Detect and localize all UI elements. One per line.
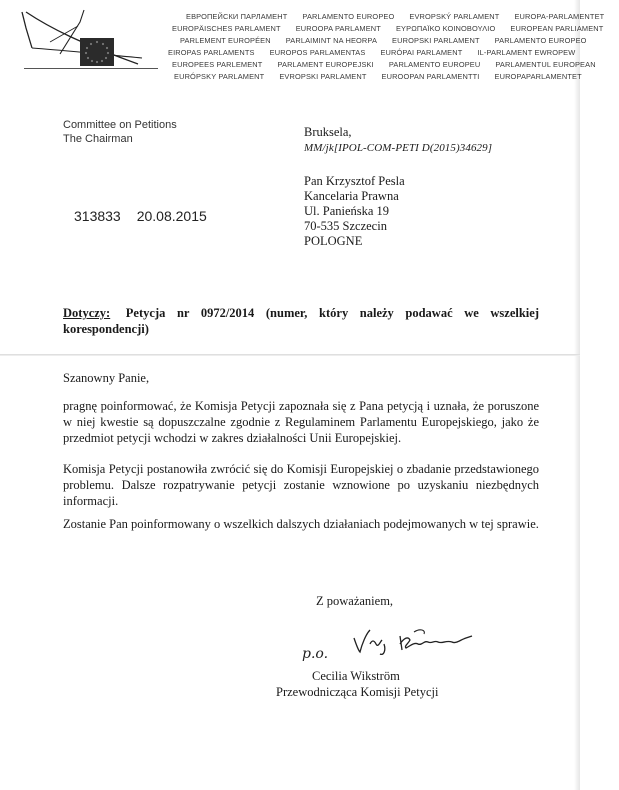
reference-number: MM/jk[IPOL-COM-PETI D(2015)34629] (304, 142, 493, 154)
stamp-date: 20.08.2015 (136, 208, 207, 224)
subject-label: Dotyczy: (63, 306, 111, 320)
recipient-company: Kancelaria Prawna (304, 189, 399, 203)
letterhead-text: ЕВРОПЕЙСКИ ПАРЛАМЕНТ (186, 12, 288, 21)
recipient-street: Ul. Panieńska 19 (304, 204, 390, 218)
recipient-city: 70-535 Szczecin (304, 219, 387, 233)
signatory-title: Przewodnicząca Komisji Petycji (276, 685, 439, 699)
signatory-name: Cecilia Wikström (312, 669, 400, 683)
letterhead-text: PARLAMENT EUROPEJSKI (277, 60, 374, 69)
letterhead-text: IL-PARLAMENT EWROPEW (477, 48, 576, 57)
logo-divider (24, 68, 158, 69)
letterhead-text: PARLEMENT EUROPÉEN (180, 36, 271, 45)
letterhead-text: EUROPOS PARLAMENTAS (269, 48, 366, 57)
body-paragraph-3: Zostanie Pan poinformowany o wszelkich dalszych działaniach podejmowanych w tej sprawie. (63, 517, 539, 531)
letterhead-text: PARLAMENTO EUROPEO (302, 12, 395, 21)
page-edge-shadow (574, 0, 580, 790)
subject-text: Petycja nr 0972/2014 (numer, który należy podawać we wszelkiej korespondencji) (63, 306, 539, 336)
letterhead-text: EUROPÄISCHES PARLAMENT (172, 24, 281, 33)
sender-committee: Committee on Petitions (63, 119, 177, 131)
recipient-name: Pan Krzysztof Pesla (304, 174, 405, 188)
letterhead-text: EUROPSKI PARLAMENT (392, 36, 480, 45)
letterhead-row (180, 36, 602, 45)
recipient-address (304, 174, 405, 249)
letterhead-text: ΕΥΡΩΠΑΪΚΟ ΚΟΙΝΟΒΟΥΛΙΟ (395, 24, 496, 33)
letterhead-row (168, 48, 590, 57)
greeting: Szanowny Panie, (63, 371, 150, 385)
registration-stamp (74, 208, 207, 224)
subject-line (63, 305, 539, 337)
letterhead-text: EUROPEAN PARLIAMENT (510, 24, 604, 33)
letterhead-text: EVROPSKI PARLAMENT (279, 72, 367, 81)
letterhead-row (172, 60, 611, 69)
sender-role: The Chairman (63, 133, 133, 145)
european-parliament-logo-icon (20, 8, 148, 70)
letterhead-text: EUROPEES PARLEMENT (172, 60, 263, 69)
closing: Z poważaniem, (316, 594, 394, 608)
letterhead-text: PARLAMENTO EUROPEU (388, 60, 481, 69)
letterhead-text: EIROPAS PARLAMENTS (168, 48, 255, 57)
handwritten-signature-icon (296, 614, 496, 670)
letterhead-text: EURÓPAI PARLAMENT (380, 48, 463, 57)
letterhead-text: EVROPSKÝ PARLAMENT (409, 12, 500, 21)
letterhead-text: PARLAMENTO EUROPEO (494, 36, 587, 45)
body-paragraph-2: Komisja Petycji postanowiła zwrócić się do Komisji Europejskiej o zbadanie przedstawionego problemu. Dalsze rozpatrywanie petycji zostanie wznowione po uzyskaniu niezbędnych informacji. (63, 462, 539, 508)
letterhead-row (186, 12, 619, 21)
stamp-number: 313833 (74, 208, 121, 224)
paper-fold-line (0, 354, 580, 356)
signatory-block (276, 668, 438, 700)
letterhead-row (172, 24, 618, 33)
signature-po: p.o. (302, 646, 329, 662)
sender-block (63, 118, 177, 146)
letterhead-text: EUROOPAN PARLAMENTTI (381, 72, 480, 81)
letterhead-text: EURÓPSKY PARLAMENT (174, 72, 265, 81)
recipient-country: POLOGNE (304, 234, 363, 248)
letterhead-text: PARLAMENTUL EUROPEAN (495, 60, 596, 69)
letterhead-text: PARLAIMINT NA HEORPA (285, 36, 378, 45)
place: Bruksela, (304, 125, 352, 139)
letterhead-text: EUROPAPARLAMENTET (494, 72, 582, 81)
letterhead-text: EUROOPA PARLAMENT (295, 24, 381, 33)
place-and-reference (304, 124, 492, 156)
letterhead-text: EUROPA-PARLAMENTET (514, 12, 605, 21)
letterhead-row (174, 72, 597, 81)
body-paragraph-1: pragnę poinformować, że Komisja Petycji zapoznała się z Pana petycją i uznała, że poruszone w niej kwestie są dopuszczalne zgodnie z Regulaminem Parlamentu Europejskiego, jako że przedmiot petycji wchodzi w zakres działalności Unii Europejskiej. (63, 399, 539, 445)
